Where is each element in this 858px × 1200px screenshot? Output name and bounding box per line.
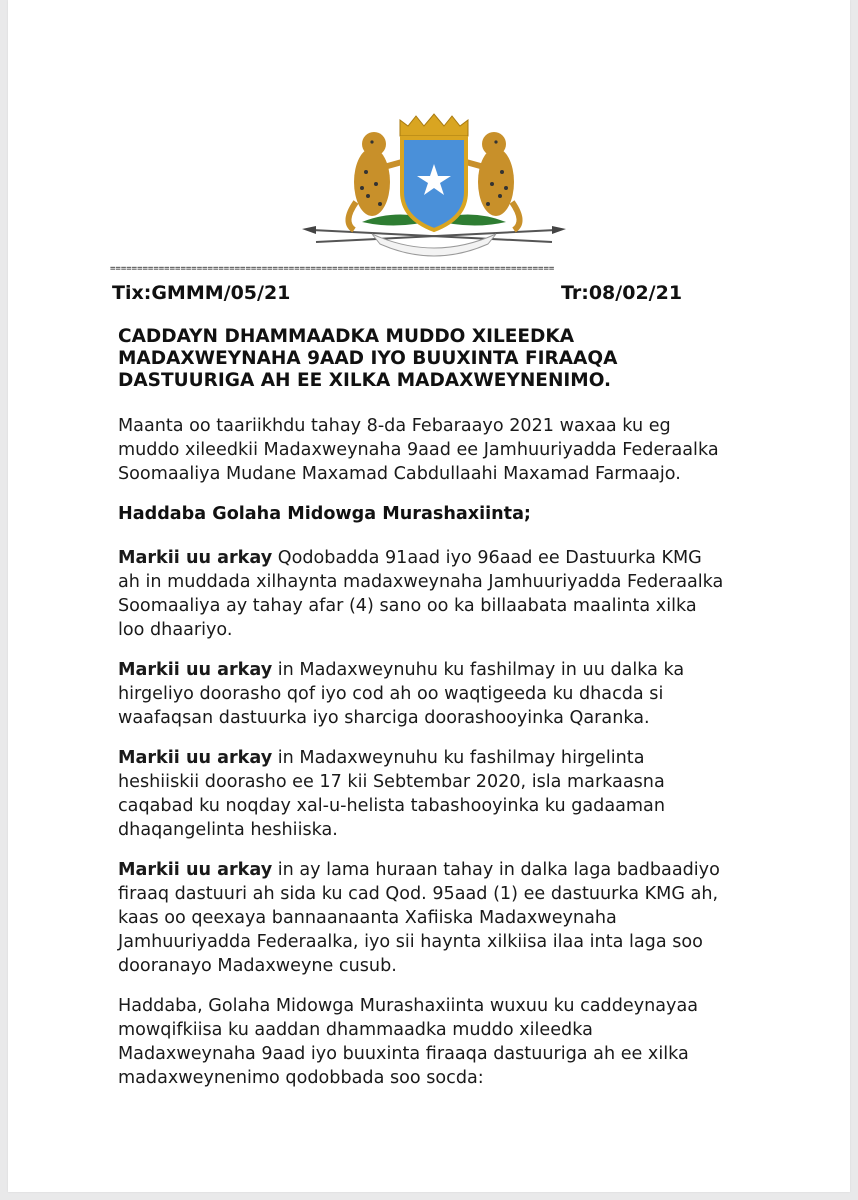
- clause-text: Qodobadda 91aad iyo 96aad ee Dastuurka KMG: [272, 548, 702, 568]
- paragraph-line: Soomaaliya Mudane Maxamad Cabdullaahi Maxamad Farmaajo.: [118, 464, 681, 484]
- paragraph-line: kaas oo qeexaya bannaanaanta Xafiiska Madaxweynaha: [118, 908, 617, 928]
- paragraph-line: madaxweynenimo qodobbada soo socda:: [118, 1068, 484, 1088]
- paragraph-line: ah in muddada xilhaynta madaxweynaha Jamhuuriyadda Federaalka: [118, 572, 724, 592]
- paragraph-line: heshiiskii doorasho ee 17 kii Sebtembar 2020, isla markaasna: [118, 772, 665, 792]
- document-date: Tr:08/02/21: [561, 282, 683, 304]
- clause-text: in Madaxweynuhu ku fashilmay in uu dalka ka: [272, 660, 685, 680]
- paragraph-line: firaaq dastuuri ah sida ku cad Qod. 95aad (1) ee dastuurka KMG ah,: [118, 884, 719, 904]
- closing-paragraph: [118, 994, 758, 1090]
- paragraph-line: Maanta oo taariikhdu tahay 8-da Febaraayo 2021 waxaa ku eg: [118, 416, 671, 436]
- paragraph-line: Haddaba, Golaha Midowga Murashaxiinta wuxuu ku caddeynayaa: [118, 996, 699, 1016]
- paragraph-line: loo dhaariyo.: [118, 620, 233, 640]
- crown: [400, 114, 468, 136]
- clause-text: in Madaxweynuhu ku fashilmay hirgelinta: [272, 748, 645, 768]
- clause-lead: Markii uu arkay: [118, 548, 273, 568]
- clause-paragraph: [118, 658, 758, 730]
- somalia-coat-of-arms: [302, 112, 566, 262]
- document-title: [118, 326, 758, 392]
- paragraph-line: dhaqangelinta heshiiska.: [118, 820, 338, 840]
- paragraph-line: dooranayo Madaxweyne cusub.: [118, 956, 397, 976]
- paragraph-line: caqabad ku noqday xal-u-helista tabashooyinka ku gadaaman: [118, 796, 665, 816]
- paragraph-line: Jamhuuriyadda Federaalka, iyo sii haynta xilkiisa ilaa inta laga soo: [118, 932, 703, 952]
- intro-paragraph: [118, 414, 758, 486]
- clause-lead: Markii uu arkay: [118, 748, 273, 768]
- reference-number: Tix:GMMM/05/21: [112, 282, 291, 304]
- title-line: DASTUURIGA AH EE XILKA MADAXWEYNENIMO.: [118, 370, 612, 391]
- document-page: [8, 0, 850, 1192]
- spear-tip-left: [302, 226, 316, 234]
- spear-tip-right: [552, 226, 566, 234]
- clause-paragraph: [118, 746, 758, 842]
- header-rule: ==================================================================================: [110, 264, 555, 274]
- paragraph-line: hirgeliyo doorasho qof iyo cod ah oo waqtigeeda ku dhacda si: [118, 684, 664, 704]
- title-line: CADDAYN DHAMMAADKA MUDDO XILEEDKA: [118, 326, 575, 347]
- clause-paragraph: [118, 858, 758, 978]
- clause-lead: Markii uu arkay: [118, 660, 273, 680]
- paragraph-line: mowqifkiisa ku aaddan dhammaadka muddo xileedka: [118, 1020, 593, 1040]
- clause-paragraph: [118, 546, 758, 642]
- paragraph-line: Soomaaliya ay tahay afar (4) sano oo ka billaabata maalinta xilka: [118, 596, 697, 616]
- paragraph-line: muddo xileedkii Madaxweynaha 9aad ee Jamhuuriyadda Federaalka: [118, 440, 719, 460]
- clause-lead: Markii uu arkay: [118, 860, 273, 880]
- council-heading: Haddaba Golaha Midowga Murashaxiinta;: [118, 504, 531, 524]
- paragraph-line: waafaqsan dastuurka iyo sharciga doorashooyinka Qaranka.: [118, 708, 650, 728]
- title-line: MADAXWEYNAHA 9AAD IYO BUUXINTA FIRAAQA: [118, 348, 618, 369]
- clause-text: in ay lama huraan tahay in dalka laga badbaadiyo: [272, 860, 720, 880]
- paragraph-line: Madaxweynaha 9aad iyo buuxinta firaaqa dastuuriga ah ee xilka: [118, 1044, 689, 1064]
